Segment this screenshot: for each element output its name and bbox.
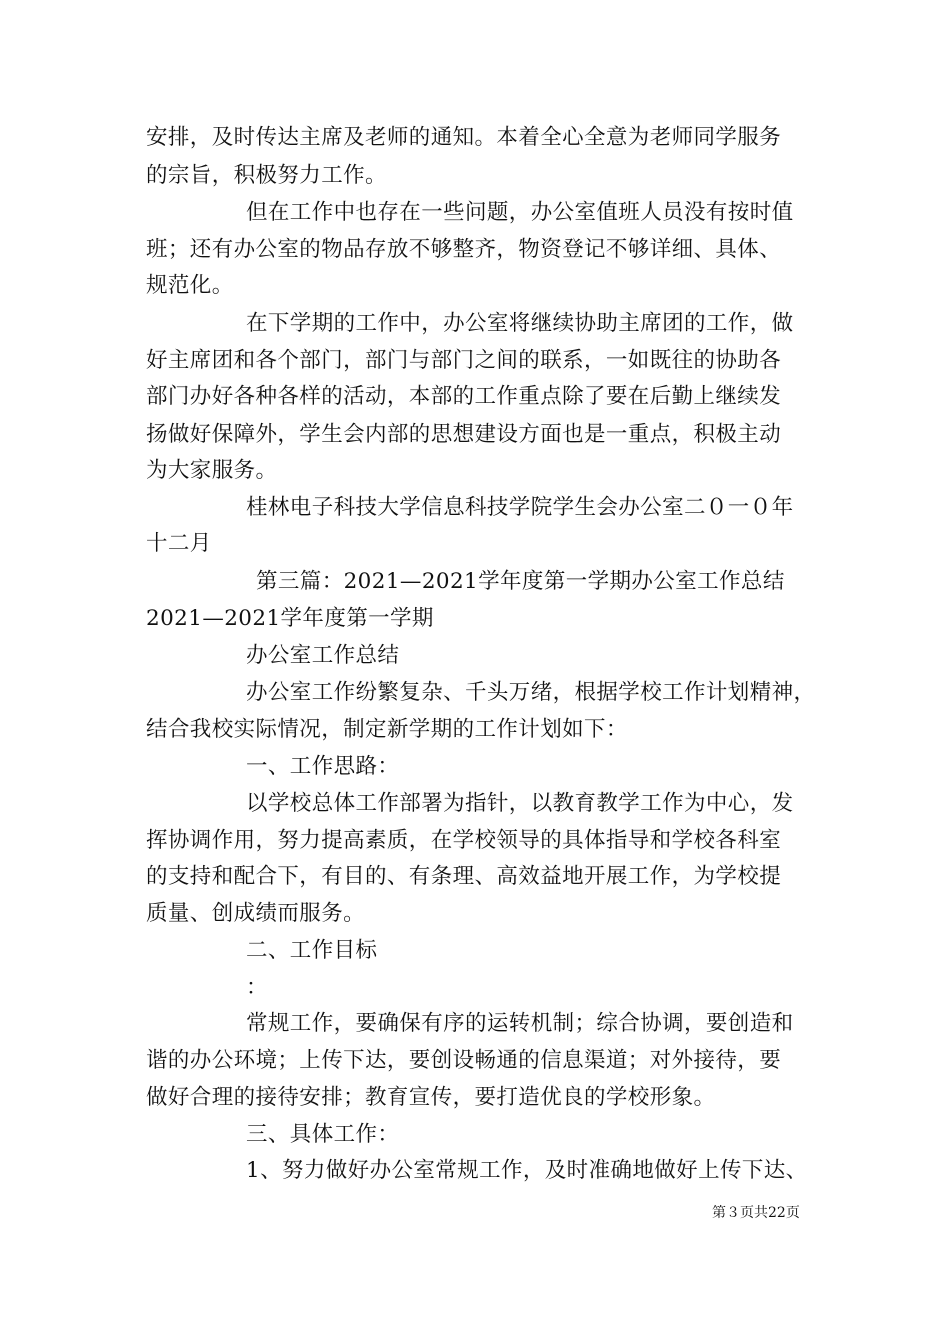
- text-line: 班；还有办公室的物品存放不够整齐，物资登记不够详细、具体、: [146, 237, 782, 262]
- text-line: 桂林电子科技大学信息科技学院学生会办公室二０一０年: [246, 495, 794, 520]
- text-line: 安排，及时传达主席及老师的通知。本着全心全意为老师同学服务: [146, 125, 782, 150]
- text-line: 1、努力做好办公室常规工作，及时准确地做好上传下达、: [246, 1158, 808, 1183]
- text-line: 办公室工作总结: [246, 643, 400, 668]
- text-line: 的支持和配合下，有目的、有条理、高效益地开展工作，为学校提: [146, 864, 782, 889]
- text-line: 三、具体工作：: [246, 1122, 400, 1147]
- text-line: 在下学期的工作中，办公室将继续协助主席团的工作，做: [246, 311, 794, 336]
- section-heading: 第三篇：2021—2021学年度第一学期办公室工作总结: [256, 569, 785, 594]
- text-line: 十二月: [146, 531, 212, 556]
- text-line: 部门办好各种各样的活动，本部的工作重点除了要在后勤上继续发: [146, 384, 782, 409]
- text-line: 结合我校实际情况，制定新学期的工作计划如下：: [146, 717, 628, 742]
- page-number-footer: 第３页共22页: [712, 1205, 800, 1221]
- text-line: 二、工作目标: [246, 938, 378, 963]
- text-line: 2021—2021学年度第一学期: [146, 606, 434, 631]
- text-line: 办公室工作纷繁复杂、千头万绪，根据学校工作计划精神，: [246, 680, 816, 705]
- text-line: 好主席团和各个部门，部门与部门之间的联系，一如既往的协助各: [146, 348, 782, 373]
- text-line: 常规工作，要确保有序的运转机制；综合协调，要创造和: [246, 1011, 794, 1036]
- text-line: 的宗旨，积极努力工作。: [146, 163, 387, 188]
- text-line: 做好合理的接待安排；教育宣传，要打造优良的学校形象。: [146, 1085, 716, 1110]
- text-line: 质量、创成绩而服务。: [146, 901, 366, 926]
- text-line: 扬做好保障外，学生会内部的思想建设方面也是一重点，积极主动: [146, 422, 782, 447]
- text-line: 但在工作中也存在一些问题，办公室值班人员没有按时值: [246, 200, 794, 225]
- text-line: 挥协调作用，努力提高素质，在学校领导的具体指导和学校各科室: [146, 828, 782, 853]
- text-line: 一、工作思路：: [246, 754, 400, 779]
- text-line: ：: [246, 975, 268, 1000]
- text-line: 为大家服务。: [146, 458, 278, 483]
- text-line: 以学校总体工作部署为指针，以教育教学工作为中心，发: [246, 791, 794, 816]
- text-line: 规范化。: [146, 273, 234, 298]
- text-line: 谐的办公环境；上传下达，要创设畅通的信息渠道；对外接待，要: [146, 1048, 782, 1073]
